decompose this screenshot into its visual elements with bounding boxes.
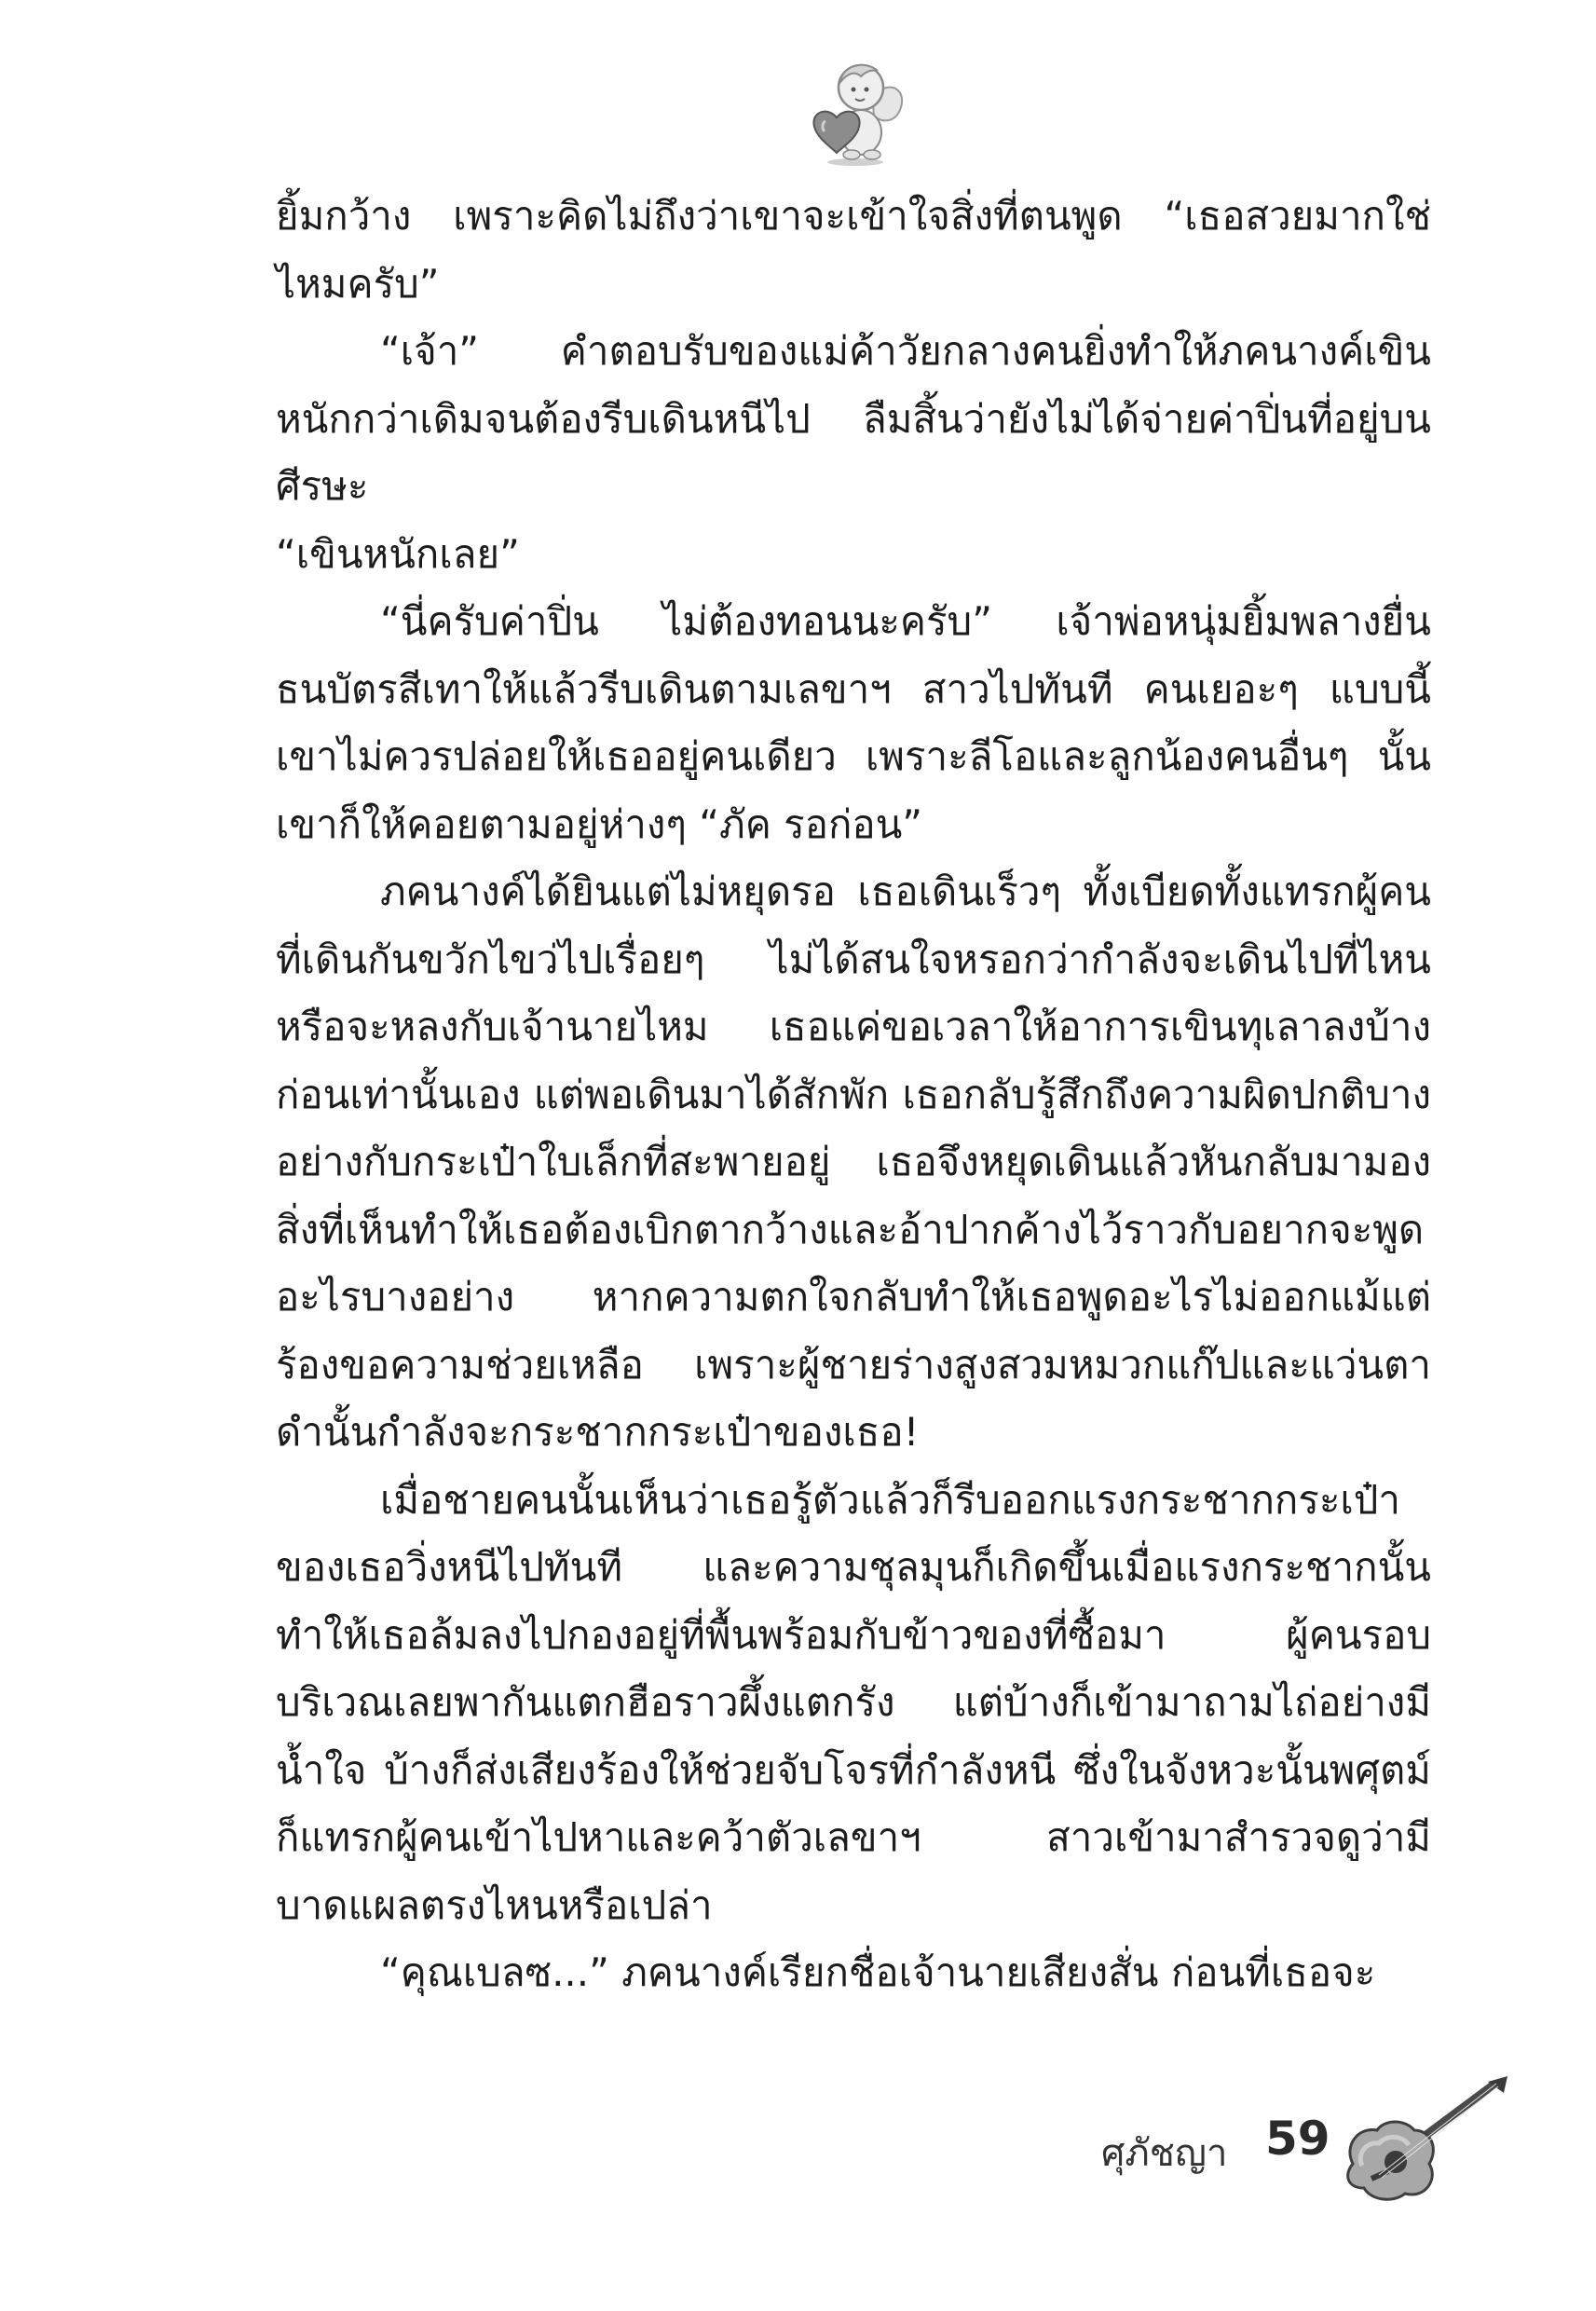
paragraph: “เขินหนักเลย” [276, 530, 520, 577]
guitar-icon [1334, 2074, 1511, 2205]
paragraph: ยิ้มกว้าง เพราะคิดไม่ถึงว่าเขาจะเข้าใจสิ่งที่ตนพูด “เธอสวยมากใช่ไหมครับ” [276, 193, 1431, 307]
paragraph: “เจ้า” คำตอบรับของแม่ค้าวัยกลางคนยิ่งทำให้ภคนางค์เขินหนักกว่าเดิมจนต้องรีบเดินหนีไป ลืมสิ้นว่ายังไม่ได้จ่ายค่าปิ่นที่อยู่บนศีรษะ [276, 328, 1431, 509]
page-body [276, 183, 1431, 2007]
paragraph: เมื่อชายคนนั้นเห็นว่าเธอรู้ตัวแล้วก็รีบออกแรงกระชากกระเป๋าของเธอวิ่งหนีไปทันที และความชุลมุนก็เกิดขึ้นเมื่อแรงกระชากนั้นทำให้เธอล้มลงไปกองอยู่ที่พื้นพร้อมกับข้าวของที่ซื้อมา ผู้คนรอบบริเวณเลยพากันแตกฮือราวผึ้งแตกรัง แต่บ้างก็เข้ามาถามไถ่อย่างมีน้ำใจ บ้างก็ส่งเสียงร้องให้ช่วยจับโจรที่กำลังหนี ซึ่งในจังหวะนั้นพศุตม์ก็แทรกผู้คนเข้าไปหาและคว้าตัวเลขาฯ สาวเข้ามาสำรวจดูว่ามีบาดแผลตรงไหนหรือเปล่า [276, 1476, 1431, 1928]
paragraph: “คุณเบลซ...” ภคนางค์เรียกชื่อเจ้านายเสียงสั่น ก่อนที่เธอจะ [380, 1949, 1376, 1995]
author-name: ศุภัชญา [1101, 2132, 1228, 2175]
paragraph: “นี่ครับค่าปิ่น ไม่ต้องทอนนะครับ” เจ้าพ่อหนุ่มยิ้มพลางยื่นธนบัตรสีเทาให้แล้วรีบเดินตามเลขาฯ สาวไปทันที คนเยอะๆ แบบนี้เขาไม่ควรปล่อยให้เธออยู่คนเดียว เพราะลีโอและลูกน้องคนอื่นๆ นั้นเขาก็ให้คอยตามอยู่ห่างๆ “ภัค รอก่อน” [276, 598, 1431, 847]
page-number: 59 [1265, 2112, 1330, 2166]
cupid-heart-icon [799, 58, 911, 168]
paragraph: ภคนางค์ได้ยินแต่ไม่หยุดรอ เธอเดินเร็วๆ ทั้งเบียดทั้งแทรกผู้คนที่เดินกันขวักไขว่ไปเรื่อยๆ ไม่ได้สนใจหรอกว่ากำลังจะเดินไปที่ไหนหรือจะหลงกับเจ้านายไหม เธอแค่ขอเวลาให้อาการเขินทุเลาลงบ้างก่อนเท่านั้นเอง แต่พอเดินมาได้สักพัก เธอกลับรู้สึกถึงความผิดปกติบางอย่างกับกระเป๋าใบเล็กที่สะพายอยู่ เธอจึงหยุดเดินแล้วหันกลับมามอง สิ่งที่เห็นทำให้เธอต้องเบิกตากว้างและอ้าปากค้างไว้ราวกับอยากจะพูดอะไรบางอย่าง หากความตกใจกลับทำให้เธอพูดอะไรไม่ออกแม้แต่ร้องขอความช่วยเหลือ เพราะผู้ชายร่างสูงสวมหมวกแก๊ปและแว่นตาดำนั้นกำลังจะกระชากกระเป๋าของเธอ! [276, 868, 1431, 1455]
